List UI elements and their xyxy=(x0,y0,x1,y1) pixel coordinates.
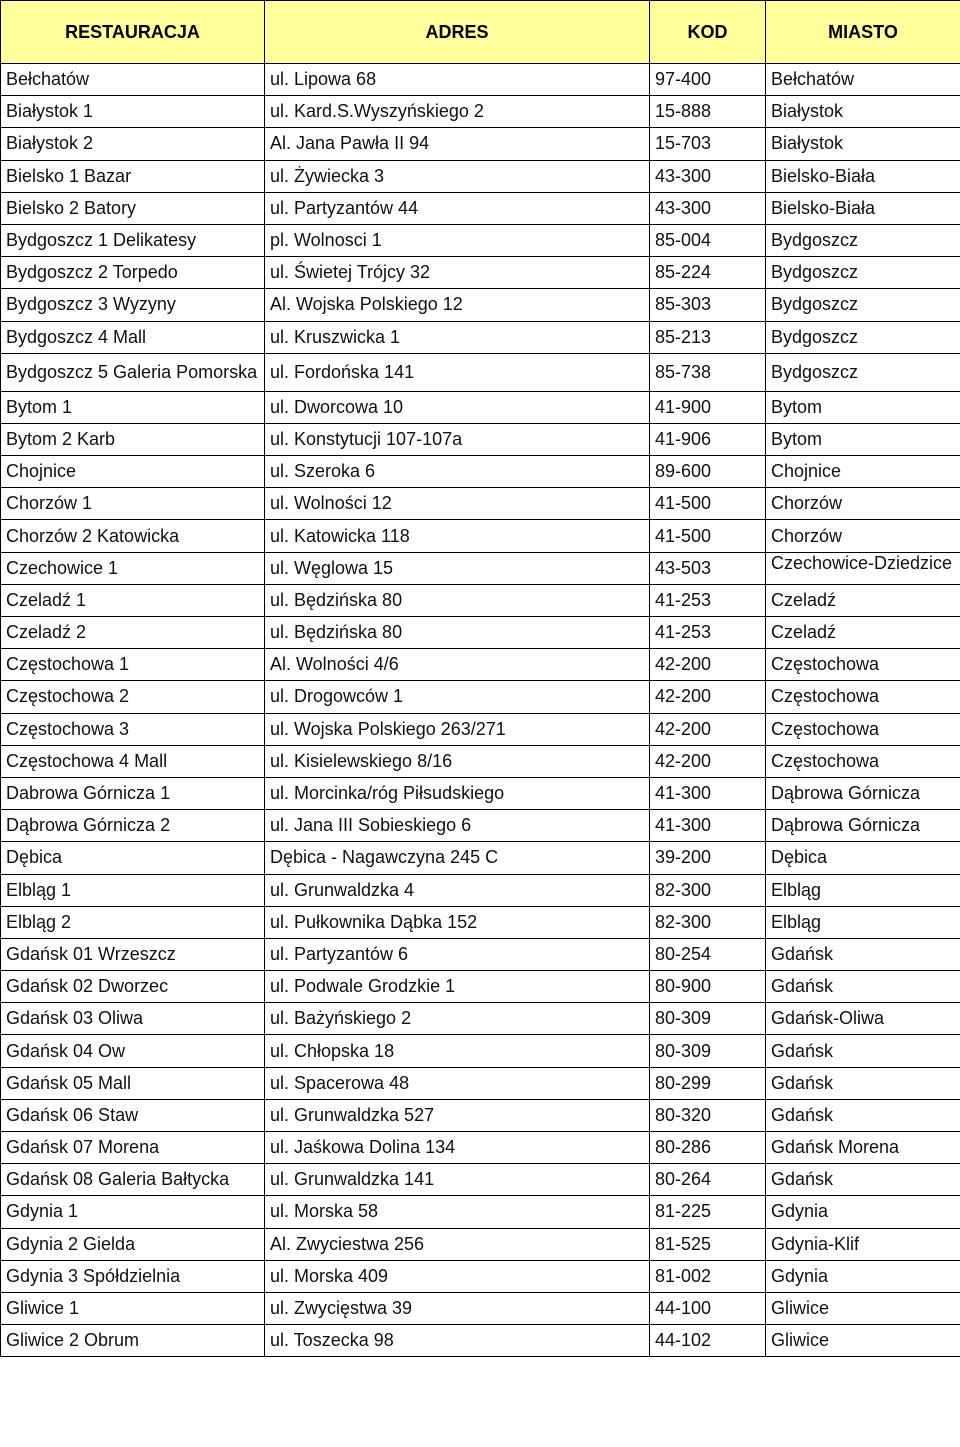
address-cell: ul. Drogowców 1 xyxy=(265,681,650,713)
postal-code-cell: 85-213 xyxy=(650,321,766,353)
restaurant-cell: Czeladź 1 xyxy=(1,584,265,616)
restaurant-cell: Elbląg 1 xyxy=(1,874,265,906)
postal-code-cell: 15-888 xyxy=(650,96,766,128)
address-cell: Al. Jana Pawła II 94 xyxy=(265,128,650,160)
address-cell: ul. Węglowa 15 xyxy=(265,552,650,584)
city-cell: Bytom xyxy=(766,423,960,455)
restaurant-cell: Bytom 1 xyxy=(1,391,265,423)
address-cell: ul. Bażyńskiego 2 xyxy=(265,1003,650,1035)
postal-code-cell: 81-525 xyxy=(650,1228,766,1260)
column-header-city: MIASTO xyxy=(766,1,960,64)
postal-code-cell: 80-254 xyxy=(650,938,766,970)
postal-code-cell: 82-300 xyxy=(650,906,766,938)
table-row xyxy=(1,456,960,488)
table-row xyxy=(1,96,960,128)
address-cell: ul. Katowicka 118 xyxy=(265,520,650,552)
address-cell: ul. Jaśkowa Dolina 134 xyxy=(265,1132,650,1164)
address-cell: ul. Wolności 12 xyxy=(265,488,650,520)
restaurant-cell: Bydgoszcz 1 Delikatesy xyxy=(1,224,265,256)
table-header xyxy=(1,1,960,64)
restaurant-cell: Częstochowa 3 xyxy=(1,713,265,745)
table-row xyxy=(1,681,960,713)
city-cell: Gdańsk xyxy=(766,1035,960,1067)
table-row xyxy=(1,423,960,455)
restaurant-cell: Chorzów 1 xyxy=(1,488,265,520)
city-cell: Gdańsk Morena xyxy=(766,1132,960,1164)
city-cell: Białystok xyxy=(766,96,960,128)
table-row xyxy=(1,160,960,192)
city-cell: Chorzów xyxy=(766,520,960,552)
restaurant-cell: Chorzów 2 Katowicka xyxy=(1,520,265,552)
restaurant-cell: Elbląg 2 xyxy=(1,906,265,938)
restaurant-cell: Bytom 2 Karb xyxy=(1,423,265,455)
table-row xyxy=(1,353,960,391)
restaurant-cell: Gdańsk 06 Staw xyxy=(1,1099,265,1131)
city-cell: Gliwice xyxy=(766,1292,960,1324)
restaurant-cell: Bydgoszcz 2 Torpedo xyxy=(1,257,265,289)
table-row xyxy=(1,1228,960,1260)
restaurant-cell: Dąbrowa Górnicza 2 xyxy=(1,810,265,842)
header-row xyxy=(1,1,960,64)
table-row xyxy=(1,906,960,938)
restaurant-cell: Gdańsk 01 Wrzeszcz xyxy=(1,938,265,970)
restaurant-cell: Częstochowa 1 xyxy=(1,649,265,681)
restaurant-cell: Gdańsk 02 Dworzec xyxy=(1,971,265,1003)
restaurant-cell: Gdańsk 05 Mall xyxy=(1,1067,265,1099)
table-row xyxy=(1,552,960,584)
address-cell: ul. Toszecka 98 xyxy=(265,1325,650,1357)
city-cell: Gdańsk xyxy=(766,938,960,970)
postal-code-cell: 81-225 xyxy=(650,1196,766,1228)
table-row xyxy=(1,842,960,874)
postal-code-cell: 43-300 xyxy=(650,192,766,224)
city-cell: Bielsko-Biała xyxy=(766,192,960,224)
restaurant-cell: Gdynia 3 Spółdzielnia xyxy=(1,1260,265,1292)
postal-code-cell: 43-300 xyxy=(650,160,766,192)
city-cell: Częstochowa xyxy=(766,745,960,777)
city-text: Czechowice-Dziedzice xyxy=(771,554,953,574)
city-cell: Dębica xyxy=(766,842,960,874)
restaurant-cell: Bydgoszcz 5 Galeria Pomorska xyxy=(1,353,265,391)
postal-code-cell: 80-309 xyxy=(650,1003,766,1035)
table-row xyxy=(1,192,960,224)
city-cell: Dąbrowa Górnicza xyxy=(766,777,960,809)
address-cell: ul. Szeroka 6 xyxy=(265,456,650,488)
address-cell: pl. Wolnosci 1 xyxy=(265,224,650,256)
postal-code-cell: 89-600 xyxy=(650,456,766,488)
address-cell: Al. Wojska Polskiego 12 xyxy=(265,289,650,321)
table-row xyxy=(1,289,960,321)
postal-code-cell: 41-300 xyxy=(650,777,766,809)
city-cell: Gliwice xyxy=(766,1325,960,1357)
address-cell: ul. Morska 409 xyxy=(265,1260,650,1292)
table-row xyxy=(1,1164,960,1196)
city-cell: Bydgoszcz xyxy=(766,289,960,321)
table-row xyxy=(1,391,960,423)
table-row xyxy=(1,745,960,777)
address-cell: ul. Grunwaldzka 527 xyxy=(265,1099,650,1131)
restaurant-cell: Czechowice 1 xyxy=(1,552,265,584)
restaurant-cell: Bydgoszcz 3 Wyzyny xyxy=(1,289,265,321)
postal-code-cell: 82-300 xyxy=(650,874,766,906)
table-row xyxy=(1,777,960,809)
restaurant-cell: Gdańsk 07 Morena xyxy=(1,1132,265,1164)
table-row xyxy=(1,321,960,353)
city-cell: Częstochowa xyxy=(766,681,960,713)
address-cell: Dębica - Nagawczyna 245 C xyxy=(265,842,650,874)
city-cell: Gdynia-Klif xyxy=(766,1228,960,1260)
address-cell: ul. Kruszwicka 1 xyxy=(265,321,650,353)
city-cell: Bydgoszcz xyxy=(766,257,960,289)
address-cell: ul. Dworcowa 10 xyxy=(265,391,650,423)
postal-code-cell: 41-900 xyxy=(650,391,766,423)
address-cell: ul. Żywiecka 3 xyxy=(265,160,650,192)
postal-code-cell: 80-320 xyxy=(650,1099,766,1131)
city-cell xyxy=(766,552,960,584)
postal-code-cell: 41-500 xyxy=(650,520,766,552)
restaurant-cell: Bielsko 2 Batory xyxy=(1,192,265,224)
city-cell: Gdańsk xyxy=(766,971,960,1003)
postal-code-cell: 80-309 xyxy=(650,1035,766,1067)
table-row xyxy=(1,1035,960,1067)
restaurant-cell: Gdańsk 03 Oliwa xyxy=(1,1003,265,1035)
address-cell: ul. Grunwaldzka 141 xyxy=(265,1164,650,1196)
table-row xyxy=(1,1003,960,1035)
city-cell: Bydgoszcz xyxy=(766,224,960,256)
address-cell: ul. Świetej Trójcy 32 xyxy=(265,257,650,289)
restaurant-cell: Bełchatów xyxy=(1,64,265,96)
table-row xyxy=(1,1196,960,1228)
restaurant-cell: Dębica xyxy=(1,842,265,874)
postal-code-cell: 41-500 xyxy=(650,488,766,520)
table-row xyxy=(1,1325,960,1357)
table-row xyxy=(1,649,960,681)
postal-code-cell: 81-002 xyxy=(650,1260,766,1292)
address-cell: ul. Grunwaldzka 4 xyxy=(265,874,650,906)
restaurant-cell: Białystok 1 xyxy=(1,96,265,128)
city-cell: Bydgoszcz xyxy=(766,353,960,391)
table-row xyxy=(1,938,960,970)
city-cell: Dąbrowa Górnicza xyxy=(766,810,960,842)
restaurant-cell: Czeladź 2 xyxy=(1,617,265,649)
table-row xyxy=(1,810,960,842)
postal-code-cell: 44-102 xyxy=(650,1325,766,1357)
postal-code-cell: 85-738 xyxy=(650,353,766,391)
restaurant-cell: Częstochowa 2 xyxy=(1,681,265,713)
table-row xyxy=(1,520,960,552)
address-cell: Al. Zwyciestwa 256 xyxy=(265,1228,650,1260)
table-row xyxy=(1,1292,960,1324)
city-cell: Chojnice xyxy=(766,456,960,488)
postal-code-cell: 42-200 xyxy=(650,681,766,713)
address-cell: ul. Chłopska 18 xyxy=(265,1035,650,1067)
column-header-postal-code: KOD xyxy=(650,1,766,64)
table-row xyxy=(1,488,960,520)
restaurant-cell: Bielsko 1 Bazar xyxy=(1,160,265,192)
postal-code-cell: 15-703 xyxy=(650,128,766,160)
city-cell: Białystok xyxy=(766,128,960,160)
address-cell: ul. Jana III Sobieskiego 6 xyxy=(265,810,650,842)
address-cell: ul. Spacerowa 48 xyxy=(265,1067,650,1099)
table-row xyxy=(1,874,960,906)
address-cell: ul. Kard.S.Wyszyńskiego 2 xyxy=(265,96,650,128)
city-cell: Chorzów xyxy=(766,488,960,520)
postal-code-cell: 97-400 xyxy=(650,64,766,96)
postal-code-cell: 43-503 xyxy=(650,552,766,584)
address-cell: Al. Wolności 4/6 xyxy=(265,649,650,681)
postal-code-cell: 41-906 xyxy=(650,423,766,455)
postal-code-cell: 42-200 xyxy=(650,649,766,681)
city-cell: Gdańsk xyxy=(766,1099,960,1131)
address-cell: ul. Będzińska 80 xyxy=(265,584,650,616)
address-cell: ul. Konstytucji 107-107a xyxy=(265,423,650,455)
table-row xyxy=(1,64,960,96)
table-row xyxy=(1,224,960,256)
address-cell: ul. Podwale Grodzkie 1 xyxy=(265,971,650,1003)
postal-code-cell: 80-264 xyxy=(650,1164,766,1196)
postal-code-cell: 41-300 xyxy=(650,810,766,842)
restaurant-cell: Gdańsk 08 Galeria Bałtycka xyxy=(1,1164,265,1196)
address-cell: ul. Partyzantów 6 xyxy=(265,938,650,970)
table-row xyxy=(1,1099,960,1131)
city-cell: Częstochowa xyxy=(766,713,960,745)
table-row xyxy=(1,1067,960,1099)
address-cell: ul. Kisielewskiego 8/16 xyxy=(265,745,650,777)
table-row xyxy=(1,128,960,160)
table-row xyxy=(1,1132,960,1164)
postal-code-cell: 44-100 xyxy=(650,1292,766,1324)
postal-code-cell: 39-200 xyxy=(650,842,766,874)
postal-code-cell: 80-286 xyxy=(650,1132,766,1164)
city-cell: Bełchatów xyxy=(766,64,960,96)
restaurant-cell: Białystok 2 xyxy=(1,128,265,160)
city-cell: Gdańsk xyxy=(766,1067,960,1099)
postal-code-cell: 80-299 xyxy=(650,1067,766,1099)
address-cell: ul. Pułkownika Dąbka 152 xyxy=(265,906,650,938)
table-row xyxy=(1,1260,960,1292)
postal-code-cell: 85-224 xyxy=(650,257,766,289)
column-header-address: ADRES xyxy=(265,1,650,64)
restaurant-cell: Bydgoszcz 4 Mall xyxy=(1,321,265,353)
table-row xyxy=(1,617,960,649)
restaurant-cell: Gdańsk 04 Ow xyxy=(1,1035,265,1067)
table-row xyxy=(1,584,960,616)
restaurant-cell: Częstochowa 4 Mall xyxy=(1,745,265,777)
address-cell: ul. Lipowa 68 xyxy=(265,64,650,96)
table-row xyxy=(1,971,960,1003)
table-body xyxy=(1,64,960,1357)
city-cell: Czeladź xyxy=(766,584,960,616)
restaurant-cell: Gdynia 2 Gielda xyxy=(1,1228,265,1260)
restaurant-cell: Gliwice 1 xyxy=(1,1292,265,1324)
address-cell: ul. Partyzantów 44 xyxy=(265,192,650,224)
address-cell: ul. Będzińska 80 xyxy=(265,617,650,649)
city-cell: Bydgoszcz xyxy=(766,321,960,353)
restaurant-cell: Chojnice xyxy=(1,456,265,488)
city-cell: Gdańsk xyxy=(766,1164,960,1196)
postal-code-cell: 41-253 xyxy=(650,617,766,649)
postal-code-cell: 41-253 xyxy=(650,584,766,616)
postal-code-cell: 42-200 xyxy=(650,745,766,777)
city-cell: Elbląg xyxy=(766,906,960,938)
column-header-restaurant: RESTAURACJA xyxy=(1,1,265,64)
city-cell: Gdynia xyxy=(766,1260,960,1292)
address-cell: ul. Zwycięstwa 39 xyxy=(265,1292,650,1324)
address-cell: ul. Morcinka/róg Piłsudskiego xyxy=(265,777,650,809)
restaurant-cell: Gdynia 1 xyxy=(1,1196,265,1228)
address-cell: ul. Morska 58 xyxy=(265,1196,650,1228)
postal-code-cell: 85-004 xyxy=(650,224,766,256)
table-row xyxy=(1,713,960,745)
city-cell: Częstochowa xyxy=(766,649,960,681)
city-cell: Gdańsk-Oliwa xyxy=(766,1003,960,1035)
address-cell: ul. Fordońska 141 xyxy=(265,353,650,391)
restaurant-cell: Dabrowa Górnicza 1 xyxy=(1,777,265,809)
restaurant-cell: Gliwice 2 Obrum xyxy=(1,1325,265,1357)
city-cell: Gdynia xyxy=(766,1196,960,1228)
city-cell: Czeladź xyxy=(766,617,960,649)
postal-code-cell: 80-900 xyxy=(650,971,766,1003)
postal-code-cell: 85-303 xyxy=(650,289,766,321)
table-row xyxy=(1,257,960,289)
city-cell: Bytom xyxy=(766,391,960,423)
city-cell: Bielsko-Biała xyxy=(766,160,960,192)
city-cell: Elbląg xyxy=(766,874,960,906)
address-cell: ul. Wojska Polskiego 263/271 xyxy=(265,713,650,745)
postal-code-cell: 42-200 xyxy=(650,713,766,745)
